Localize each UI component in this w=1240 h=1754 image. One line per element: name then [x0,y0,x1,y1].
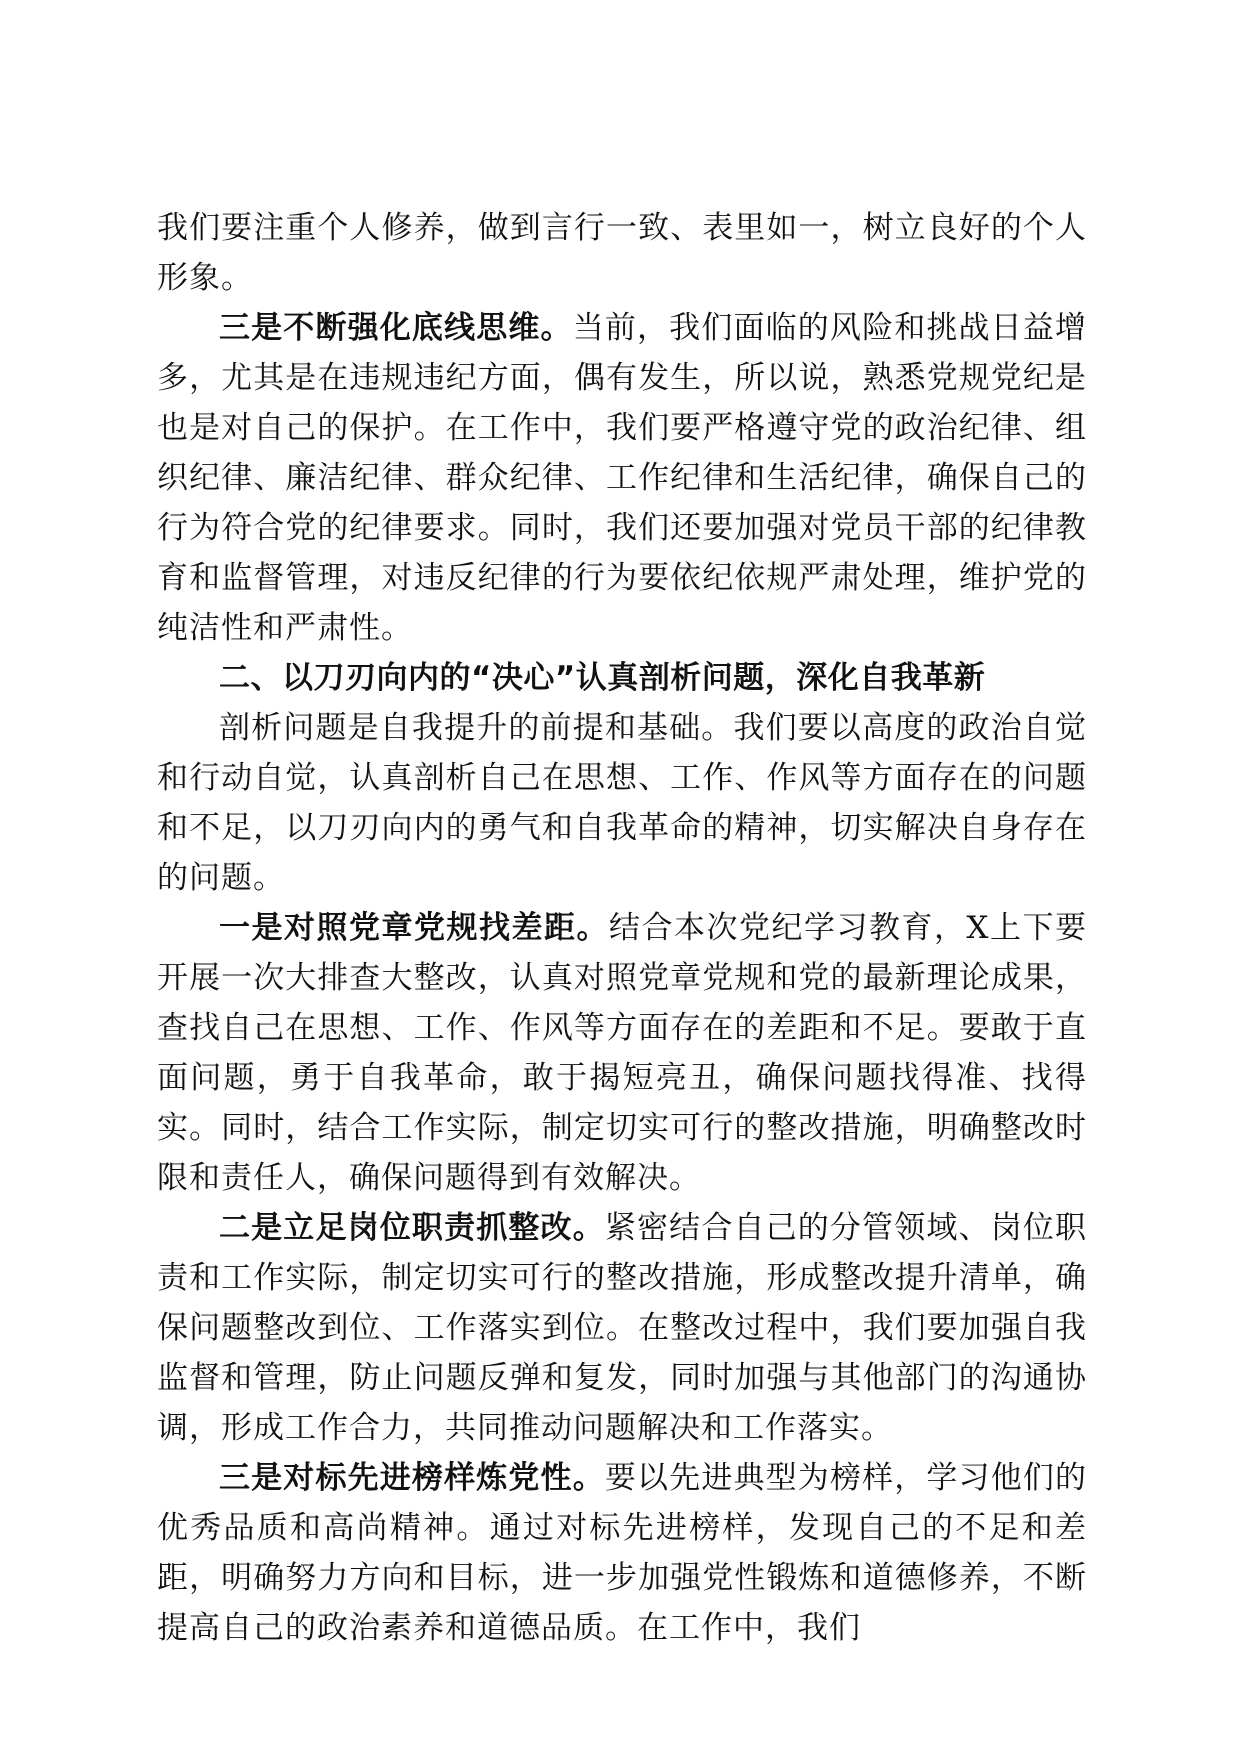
section-heading: 二、以刀刃向内的“决心”认真剖析问题，深化自我革新 [219,660,986,696]
paragraph-lead: 三是对标先进榜样炼党性。 [219,1460,605,1496]
paragraph-lead: 三是不断强化底线思维。 [219,310,573,346]
paragraph-body: 当前，我们面临的风险和挑战日益增多，尤其是在违规违纪方面，偶有发生，所以说，熟悉党规党纪是也是对自己的保护。在工作中，我们要严格遵守党的政治纪律、组织纪律、廉洁纪律、群众纪律、工作纪律和生活纪律，确保自己的行为符合党的纪律要求。同时，我们还要加强对党员干部的纪律教育和监督管理，对违反纪律的行为要依纪依规严肃处理，维护党的纯洁性和严肃性。 [157,310,1088,646]
paragraph-find-gaps [157,903,1087,1203]
paragraph-rectification [157,1203,1087,1453]
paragraph-lead: 二是立足岗位职责抓整改。 [219,1210,605,1246]
document-page [157,203,1087,1653]
paragraph-section-intro: 剖析问题是自我提升的前提和基础。我们要以高度的政治自觉和行动自觉，认真剖析自己在思想、工作、作风等方面存在的问题和不足，以刀刃向内的勇气和自我革命的精神，切实解决自身存在的问题。 [157,710,1087,896]
paragraph-lead: 一是对照党章党规找差距。 [219,910,609,946]
paragraph-bottom-line-thinking [157,303,1087,653]
paragraph-role-models [157,1453,1087,1653]
paragraph-body: 结合本次党纪学习教育，X上下要开展一次大排查大整改，认真对照党章党规和党的最新理论成果，查找自己在思想、工作、作风等方面存在的差距和不足。要敢于直面问题，勇于自我革命，敢于揭短亮丑，确保问题找得准、找得实。同时，结合工作实际，制定切实可行的整改措施，明确整改时限和责任人，确保问题得到有效解决。 [157,910,1087,1196]
paragraph-body: 要以先进典型为榜样，学习他们的优秀品质和高尚精神。通过对标先进榜样，发现自己的不足和差距，明确努力方向和目标，进一步加强党性锻炼和道德修养，不断提高自己的政治素养和道德品质。在工作中，我们 [157,1460,1088,1646]
paragraph-continuation: 我们要注重个人修养，做到言行一致、表里如一，树立良好的个人形象。 [157,210,1087,296]
paragraph-body: 紧密结合自己的分管领域、岗位职责和工作实际，制定切实可行的整改措施，形成整改提升清单，确保问题整改到位、工作落实到位。在整改过程中，我们要加强自我监督和管理，防止问题反弹和复发，同时加强与其他部门的沟通协调，形成工作合力，共同推动问题解决和工作落实。 [157,1210,1088,1446]
